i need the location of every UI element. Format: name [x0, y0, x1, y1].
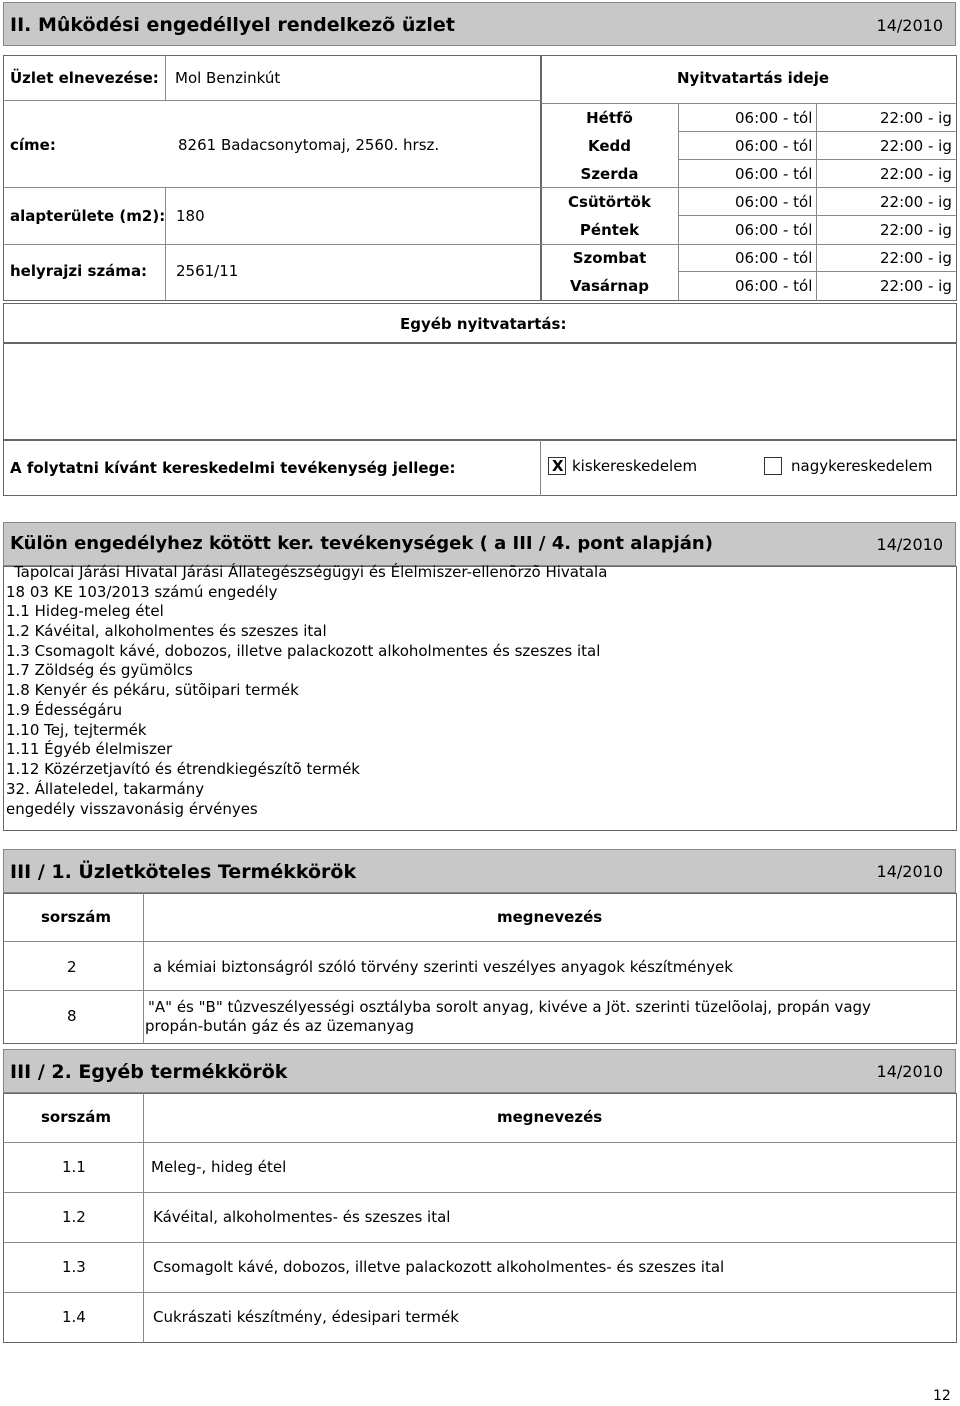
- permit-line: 1.3 Csomagolt kávé, dobozos, illetve palackozott alkoholmentes és szeszes ital: [6, 642, 601, 660]
- other-hours-field: [3, 343, 957, 440]
- permits-title-bar: [3, 522, 956, 566]
- activity-label: A folytatni kívánt kereskedelmi tevékenység jellege:: [10, 459, 456, 477]
- row-name: Meleg-, hideg étel: [151, 1158, 287, 1176]
- permit-line: 1.11 Égyéb élelmiszer: [6, 740, 173, 758]
- shop-name-label: Üzlet elnevezése:: [10, 69, 159, 87]
- row-name: a kémiai biztonságról szóló törvény szerinti veszélyes anyagok készítmények: [153, 958, 733, 976]
- permit-line: 18 03 KE 103/2013 számú engedély: [6, 583, 278, 601]
- section-date: 14/2010: [876, 16, 943, 35]
- time-from: 06:00 - tól: [735, 193, 813, 211]
- day-name: Vasárnap: [570, 277, 649, 295]
- time-to: 22:00 - ig: [880, 137, 952, 155]
- section32-table: [3, 1093, 957, 1343]
- row-num: 2: [67, 958, 77, 976]
- row-num: 1.1: [62, 1158, 86, 1176]
- area-label: alapterülete (m2):: [10, 207, 166, 225]
- time-from: 06:00 - tól: [735, 109, 813, 127]
- address-value: 8261 Badacsonytomaj, 2560. hrsz.: [178, 136, 440, 154]
- day-name: Szerda: [580, 165, 639, 183]
- section-title-bar: [3, 2, 956, 46]
- row-name: Csomagolt kávé, dobozos, illetve palackozott alkoholmentes- és szeszes ital: [153, 1258, 725, 1276]
- permit-line: 1.8 Kenyér és pékáru, sütõipari termék: [6, 681, 299, 699]
- day-name: Péntek: [579, 221, 640, 239]
- page-number: 12: [933, 1388, 951, 1404]
- permit-line: engedély visszavonásig érvényes: [6, 800, 258, 818]
- permit-line: 1.7 Zöldség és gyümölcs: [6, 661, 193, 679]
- wholesale-checkbox[interactable]: [764, 457, 782, 475]
- row-num: 8: [67, 1007, 77, 1025]
- time-to: 22:00 - ig: [880, 277, 952, 295]
- permit-line: 1.2 Kávéital, alkoholmentes és szeszes ital: [6, 622, 327, 640]
- permits-title: Külön engedélyhez kötött ker. tevékenységek ( a III / 4. pont alapján): [10, 533, 713, 554]
- row-name: Cukrászati készítmény, édesipari termék: [153, 1308, 459, 1326]
- row-num: 1.4: [62, 1308, 86, 1326]
- address-label: címe:: [10, 136, 56, 154]
- section32-col-name: megnevezés: [497, 1108, 603, 1126]
- time-from: 06:00 - tól: [735, 137, 813, 155]
- retail-label: kiskereskedelem: [572, 457, 698, 475]
- time-to: 22:00 - ig: [880, 193, 952, 211]
- section32-title-bar: [3, 1049, 956, 1093]
- wholesale-label: nagykereskedelem: [791, 457, 933, 475]
- area-value: 180: [176, 207, 205, 225]
- shop-name-value: Mol Benzinkút: [175, 69, 281, 87]
- permit-line: 1.12 Közérzetjavító és étrendkiegészítõ termék: [6, 760, 360, 778]
- permit-line: 1.1 Hideg-meleg étel: [6, 602, 164, 620]
- retail-checkbox[interactable]: [548, 457, 566, 475]
- time-to: 22:00 - ig: [880, 109, 952, 127]
- row-name: Kávéital, alkoholmentes- és szeszes ital: [153, 1208, 451, 1226]
- section31-col-num: sorszám: [41, 908, 112, 926]
- row-name-cont: propán-bután gáz és az üzemanyag: [145, 1017, 415, 1035]
- section32-date: 14/2010: [876, 1062, 943, 1081]
- day-name: Kedd: [587, 137, 631, 155]
- row-num: 1.2: [62, 1208, 86, 1226]
- time-from: 06:00 - tól: [735, 277, 813, 295]
- time-to: 22:00 - ig: [880, 249, 952, 267]
- time-from: 06:00 - tól: [735, 221, 813, 239]
- day-name: Szombat: [572, 249, 647, 267]
- section31-title: III / 1. Üzletköteles Termékkörök: [10, 861, 357, 883]
- other-hours-label: Egyéb nyitvatartás:: [400, 315, 567, 333]
- time-to: 22:00 - ig: [880, 221, 952, 239]
- section31-col-name: megnevezés: [497, 908, 603, 926]
- section31-title-bar: [3, 849, 956, 893]
- day-name: Csütörtök: [568, 193, 651, 211]
- time-from: 06:00 - tól: [735, 165, 813, 183]
- parcel-label: helyrajzi száma:: [10, 262, 148, 280]
- permit-line: 1.9 Édességáru: [6, 701, 123, 719]
- section31-date: 14/2010: [876, 862, 943, 881]
- hours-header: Nyitvatartás ideje: [677, 69, 830, 87]
- row-num: 1.3: [62, 1258, 86, 1276]
- permit-line: 1.10 Tej, tejtermék: [6, 721, 147, 739]
- row-name: "A" és "B" tûzveszélyességi osztályba sorolt anyag, kivéve a Jöt. szerinti tüzelõolaj, propán vagy: [148, 998, 871, 1016]
- permit-line: 32. Állateledel, takarmány: [6, 780, 205, 798]
- permits-date: 14/2010: [876, 535, 943, 554]
- section-title: II. Mûködési engedéllyel rendelkezõ üzlet: [10, 14, 455, 36]
- time-to: 22:00 - ig: [880, 165, 952, 183]
- section32-title: III / 2. Egyéb termékkörök: [10, 1061, 288, 1083]
- permit-line: Tapolcai Járási Hivatal Járási Állategészségügyi és Élelmiszer-ellenõrzõ Hivatala: [14, 563, 608, 581]
- section32-col-num: sorszám: [41, 1108, 112, 1126]
- retail-check-mark: X: [552, 457, 564, 475]
- parcel-value: 2561/11: [176, 262, 239, 280]
- day-name: Hétfõ: [586, 109, 633, 127]
- time-from: 06:00 - tól: [735, 249, 813, 267]
